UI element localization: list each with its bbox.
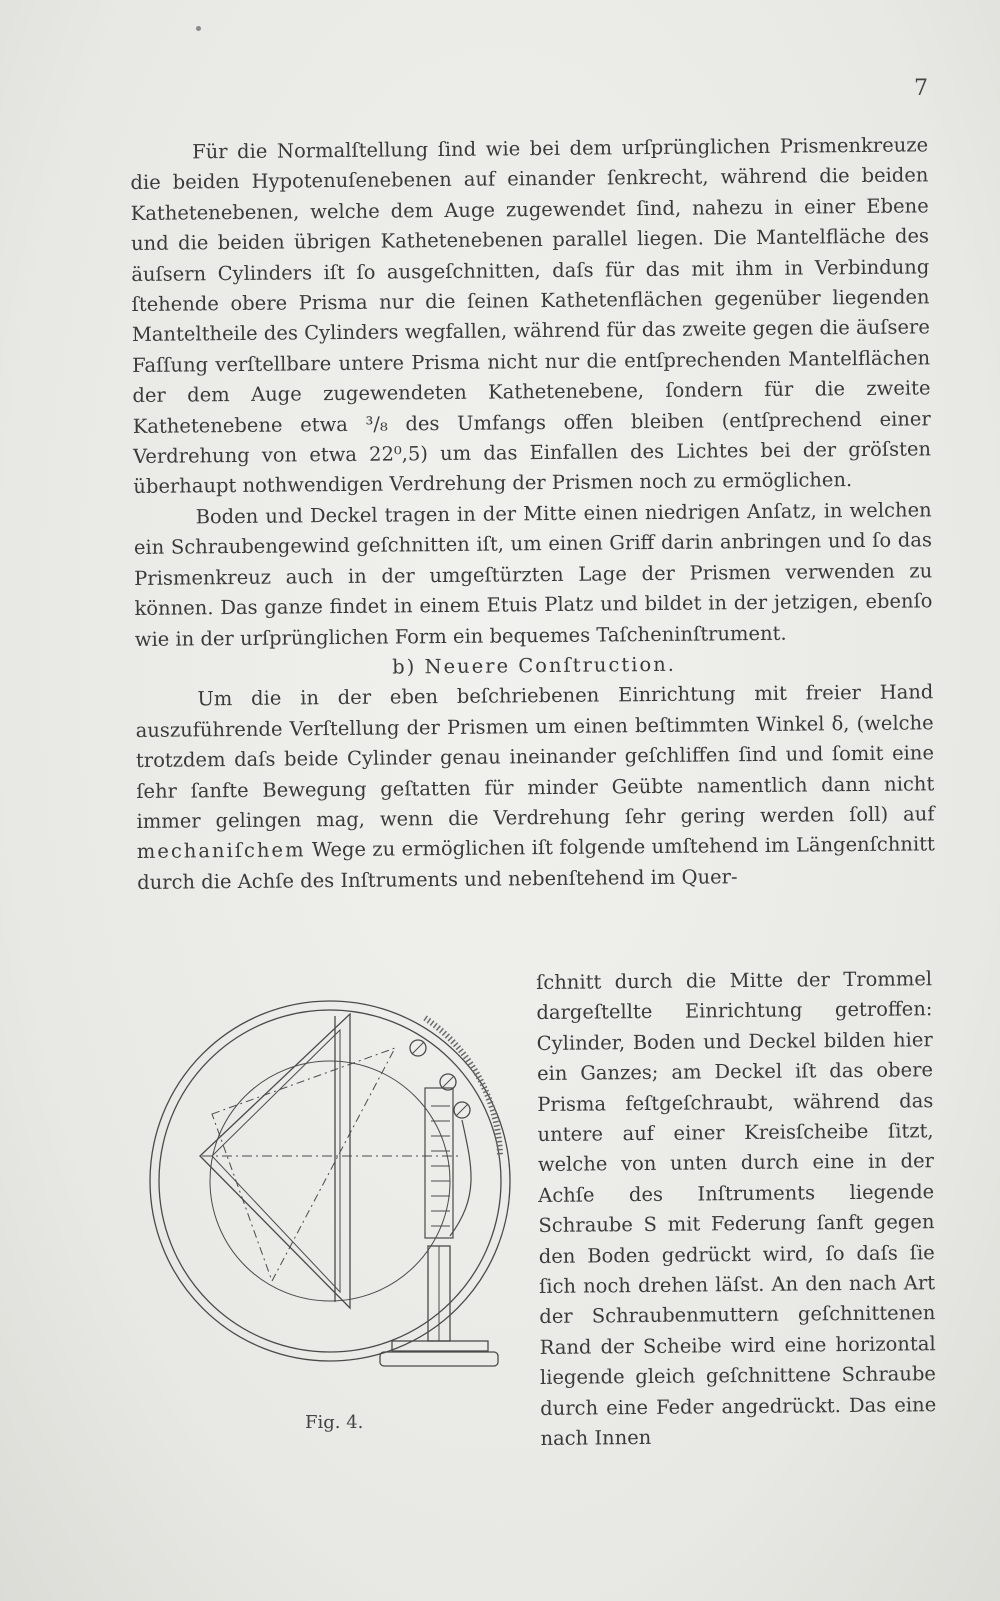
section-heading: b) Neuere Conſtruction. [392,652,677,679]
print-speck [196,26,201,31]
paragraph-2: Boden und Deckel tragen in der Mitte einen niedrigen Anſatz, in welchen ein Schraubengewind geſchnitten iſt, um einen Griff darin anbringen und ſo das Prismenkreuz auch in der umgeſtürzten Lage der Prismen verwenden zu können. Das ganze findet in einem Etuis Platz und bildet in der jetzigen, ebenſo wie in der urſprünglichen Form ein bequemes Taſcheninſtrument. [133,498,933,651]
outer-cylinder-ring [150,1001,510,1361]
base-plate [380,1352,498,1366]
paragraph-3-emphasis: mechaniſchem [136,838,306,864]
paragraph-3-part-1: Um die in der eben beſchriebenen Einrichtung mit freier Hand auszuführende Verſtellung der Prismen um einen beſtimmten Winkel δ, (welche trotzdem daſs beide Cylinder genau ineinander geſchliffen ſind und ſomit eine ſehr ſanfte Bewegung geſtatten für minder Geübte namentlich dann nicht immer gelingen mag, wenn die Verdrehung ſehr gering werden ſoll) auf [135,680,935,833]
disk-circle [210,1061,450,1301]
upper-prism-inner [212,1030,340,1292]
figure-caption: Fig. 4. [305,1412,364,1433]
screw-base [392,1341,488,1351]
figure-4-cross-section-drawing [140,996,530,1416]
side-column-text: ſchnitt durch die Mitte der Trommel dargeſtellte Einrichtung getroffen: Cylinder, Boden und Deckel bilden hier ein Ganzes; am Deckel iſt das obere Prisma feſtgeſchraubt, während das untere auf einer Kreisſcheibe ſitzt, welche von unten durch eine in der Achſe des Inſtruments liegende Schraube S mit Federung ſanft gegen den Boden gedrückt wird, ſo daſs ſie ſich noch drehen läſst. An den nach Art der Schraubenmuttern geſchnittenen Rand der Scheibe wird eine horizontal liegende gleich geſchnittene Schraube durch eine Feder angedrückt. Das eine nach Innen [536,967,937,1451]
paragraph-3-part-2: Wege zu ermöglichen iſt folgende umſtehend im Längenſchnitt durch die Achſe des Inſtruments und nebenſtehend im Quer- [137,832,935,894]
main-text-block [130,130,935,898]
lower-prism-dashed [212,1048,395,1281]
hatched-rim [425,1018,500,1156]
upper-prism-triangle [200,1014,350,1308]
page-number: 7 [914,76,928,101]
paragraph-1: Für die Normalſtellung ſind wie bei dem urſprünglichen Prismenkreuze die beiden Hypotenuſenebenen auf einander ſenkrecht, während die beiden Kathetenebenen, welche dem Auge zugewendet ſind, nahezu in einer Ebene und die beiden übrigen Kathetenebenen parallel liegen. Die Mantelfläche des äuſsern Cylinders iſt ſo ausgeſchnitten, daſs für das mit ihm in Verbindung ſtehende obere Prisma nur die ſeinen Kathetenflächen gegenüber liegenden Manteltheile des Cylinders wegfallen, während für das zweite gegen die äuſsere Faſſung verſtellbare untere Prisma nicht nur die entſprechenden Mantelflächen der dem Auge zugewendeten Kathetenebene, ſondern für die zweite Kathetenebene etwa ³/₈ des Umfangs offen bleiben (entſprechend einer Verdrehung von etwa 22⁰,5) um das Einfallen des Lichtes bei der gröſsten überhaupt nothwendigen Verdrehung der Prismen noch zu ermöglichen. [130,133,932,499]
paragraph-3 [135,678,935,898]
